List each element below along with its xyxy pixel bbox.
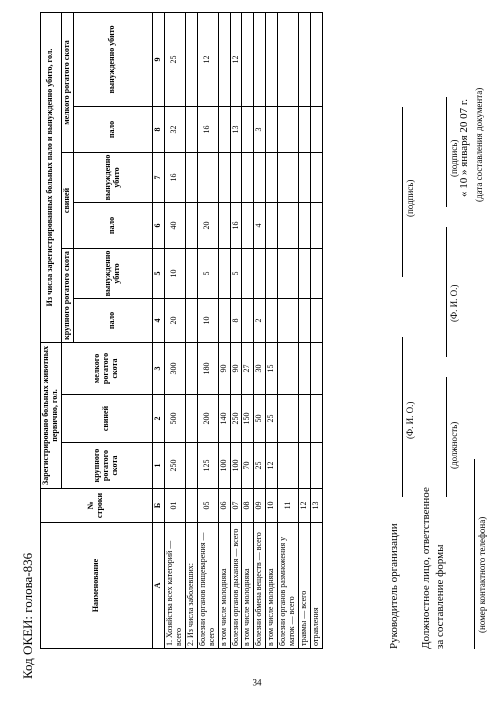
value-cell [299,248,311,298]
header-killed-pigs: вынужденно убито [73,152,152,202]
index-cell: 1 [152,443,164,489]
column-index-row [152,12,164,648]
value-cell [278,298,299,342]
row-name-cell: травмы — всего [299,523,311,649]
table-row [254,12,266,648]
value-cell [185,443,197,489]
row-name-cell: 2. Из числа заболевших: [185,523,197,649]
row-code-cell: 05 [197,489,218,523]
value-cell [266,12,278,106]
table-row [299,12,311,648]
table-row [311,12,323,648]
page-number: 34 [252,677,262,688]
index-cell: 4 [152,298,164,342]
row-code-cell: 12 [299,489,311,523]
row-code-cell: 11 [278,489,299,523]
value-cell: 250 [164,443,185,489]
index-cell: 3 [152,342,164,394]
value-cell [278,202,299,248]
value-cell [254,248,266,298]
index-cell: 8 [152,106,164,152]
row-name-cell: болезни органов пищеварения — всего [197,523,218,649]
responsible-label-1: Должностное лицо, ответственное [420,487,432,649]
value-cell [254,152,266,202]
value-cell [185,395,197,443]
value-cell [311,202,323,248]
value-cell: 100 [218,443,230,489]
index-cell: 7 [152,152,164,202]
header-killed-cattle: вынужденно убито [73,248,152,298]
value-cell: 125 [197,443,218,489]
value-cell: 5 [197,248,218,298]
value-cell: 12 [197,12,218,106]
value-cell: 16 [164,152,185,202]
value-cell [266,298,278,342]
table-row [185,12,197,648]
value-cell: 16 [197,106,218,152]
row-code-cell: 06 [218,489,230,523]
header-registered: Зарегистрировано больных животных первично, гол. [41,342,62,488]
value-cell [311,395,323,443]
resp-sign-line [446,97,447,207]
index-cell: 9 [152,12,164,106]
value-cell: 4 [254,202,266,248]
value-cell [242,248,254,298]
value-cell: 32 [164,106,185,152]
value-cell [218,248,230,298]
value-cell [311,106,323,152]
value-cell: 50 [254,395,266,443]
value-cell: 12 [230,12,242,106]
value-cell [278,106,299,152]
header-fell-small: пало [73,106,152,152]
value-cell [278,248,299,298]
value-cell [266,152,278,202]
value-cell: 20 [164,298,185,342]
value-cell [278,152,299,202]
value-cell [185,152,197,202]
value-cell: 10 [164,248,185,298]
value-cell [311,342,323,394]
value-cell: 3 [254,106,266,152]
resp-fio-caption: (Ф. И. О.) [449,284,459,322]
value-cell [242,12,254,106]
value-cell [254,12,266,106]
value-cell [242,152,254,202]
resp-fio-line [446,227,447,357]
value-cell [278,342,299,394]
head-fio-caption: (Ф. И. О.) [405,401,415,439]
value-cell [185,298,197,342]
resp-sign-caption: (подпись) [449,139,459,177]
index-cell: А [152,523,164,649]
value-cell: 25 [266,395,278,443]
value-cell: 90 [230,342,242,394]
value-cell: 70 [242,443,254,489]
document-date: « 10 » января 20 07 г. [458,99,470,197]
value-cell [299,106,311,152]
value-cell: 8 [230,298,242,342]
value-cell: 40 [164,202,185,248]
row-name-cell: болезни обмена веществ — всего [254,523,266,649]
report-table [40,12,323,649]
value-cell [311,152,323,202]
value-cell [185,12,197,106]
value-cell: 25 [164,12,185,106]
position-caption: (должность) [449,421,459,469]
header-died: Из числа зарегистрированных больных пало и вынужденно убито, гол. [41,12,62,342]
value-cell [311,298,323,342]
phone-line [474,459,475,649]
phone-caption: (номер контактного телефона) [477,516,487,633]
header-died-cattle: крупного рогатого скота [61,248,73,342]
position-line [446,377,447,497]
index-cell: Б [152,489,164,523]
value-cell: 10 [197,298,218,342]
header-reg-cattle: крупного рогатого скота [61,443,152,489]
value-cell [299,342,311,394]
header-fell-cattle: пало [73,298,152,342]
value-cell [185,106,197,152]
value-cell [311,443,323,489]
value-cell [278,12,299,106]
row-code-cell [185,489,197,523]
value-cell [299,395,311,443]
header-died-pigs: свиней [61,152,73,248]
value-cell [218,106,230,152]
value-cell: 30 [254,342,266,394]
value-cell [197,152,218,202]
index-cell: 5 [152,248,164,298]
row-name-cell: 1. Хозяйства всех категорий — всего [164,523,185,649]
value-cell [266,106,278,152]
value-cell [242,202,254,248]
header-reg-small: мелкого рогатого скота [61,342,152,394]
row-code-cell: 10 [266,489,278,523]
value-cell [299,202,311,248]
value-cell [311,12,323,106]
header-fell-pigs: пало [73,202,152,248]
value-cell [185,342,197,394]
value-cell [299,152,311,202]
value-cell [299,443,311,489]
table-row [266,12,278,648]
responsible-label-2: за составление формы [434,544,446,649]
head-fio-line [402,337,403,497]
table-row [242,12,254,648]
value-cell: 180 [197,342,218,394]
value-cell [185,202,197,248]
row-name-cell: болезни органов дыхания — всего [230,523,242,649]
value-cell: 100 [230,443,242,489]
value-cell: 25 [254,443,266,489]
table-row [197,12,218,648]
value-cell: 500 [164,395,185,443]
head-label: Руководитель организации [388,523,400,649]
value-cell: 13 [230,106,242,152]
table-row [218,12,230,648]
row-name-cell: в том числе молодняка [266,523,278,649]
row-name-cell: в том числе молодняка [218,523,230,649]
value-cell [218,152,230,202]
row-code-cell: 01 [164,489,185,523]
value-cell [278,395,299,443]
value-cell: 250 [230,395,242,443]
value-cell: 27 [242,342,254,394]
header-name: Наименование [41,523,153,649]
value-cell [242,106,254,152]
row-name-cell: отравления [311,523,323,649]
value-cell [299,12,311,106]
value-cell: 90 [218,342,230,394]
value-cell [278,443,299,489]
header-killed-small: вынужденно убито [73,12,152,106]
value-cell [311,248,323,298]
date-caption: (дата составления документа) [474,87,484,202]
okei-code: Код ОКЕИ: голова-836 [20,552,35,679]
header-died-small: мелкого рогатого скота [61,12,73,152]
header-reg-pigs: свиней [61,395,152,443]
value-cell [299,298,311,342]
value-cell [242,298,254,342]
value-cell: 2 [254,298,266,342]
value-cell [230,152,242,202]
value-cell: 20 [197,202,218,248]
value-cell: 200 [197,395,218,443]
row-name-cell: болезни органов размножения у маток — всего [278,523,299,649]
value-cell: 300 [164,342,185,394]
value-cell [266,202,278,248]
head-sign-caption: (подпись) [405,179,415,217]
header-row-number: № строки [41,489,153,523]
row-code-cell: 07 [230,489,242,523]
value-cell [266,248,278,298]
head-sign-line [402,107,403,277]
value-cell: 5 [230,248,242,298]
row-name-cell: в том числе молодняка [242,523,254,649]
row-code-cell: 09 [254,489,266,523]
table-row [278,12,299,648]
table-row [230,12,242,648]
value-cell: 12 [266,443,278,489]
table-row [164,12,185,648]
row-code-cell: 13 [311,489,323,523]
value-cell [218,298,230,342]
value-cell [218,12,230,106]
index-cell: 2 [152,395,164,443]
index-cell: 6 [152,202,164,248]
value-cell: 16 [230,202,242,248]
value-cell: 150 [242,395,254,443]
value-cell [185,248,197,298]
row-code-cell: 08 [242,489,254,523]
value-cell: 15 [266,342,278,394]
value-cell: 140 [218,395,230,443]
value-cell [218,202,230,248]
